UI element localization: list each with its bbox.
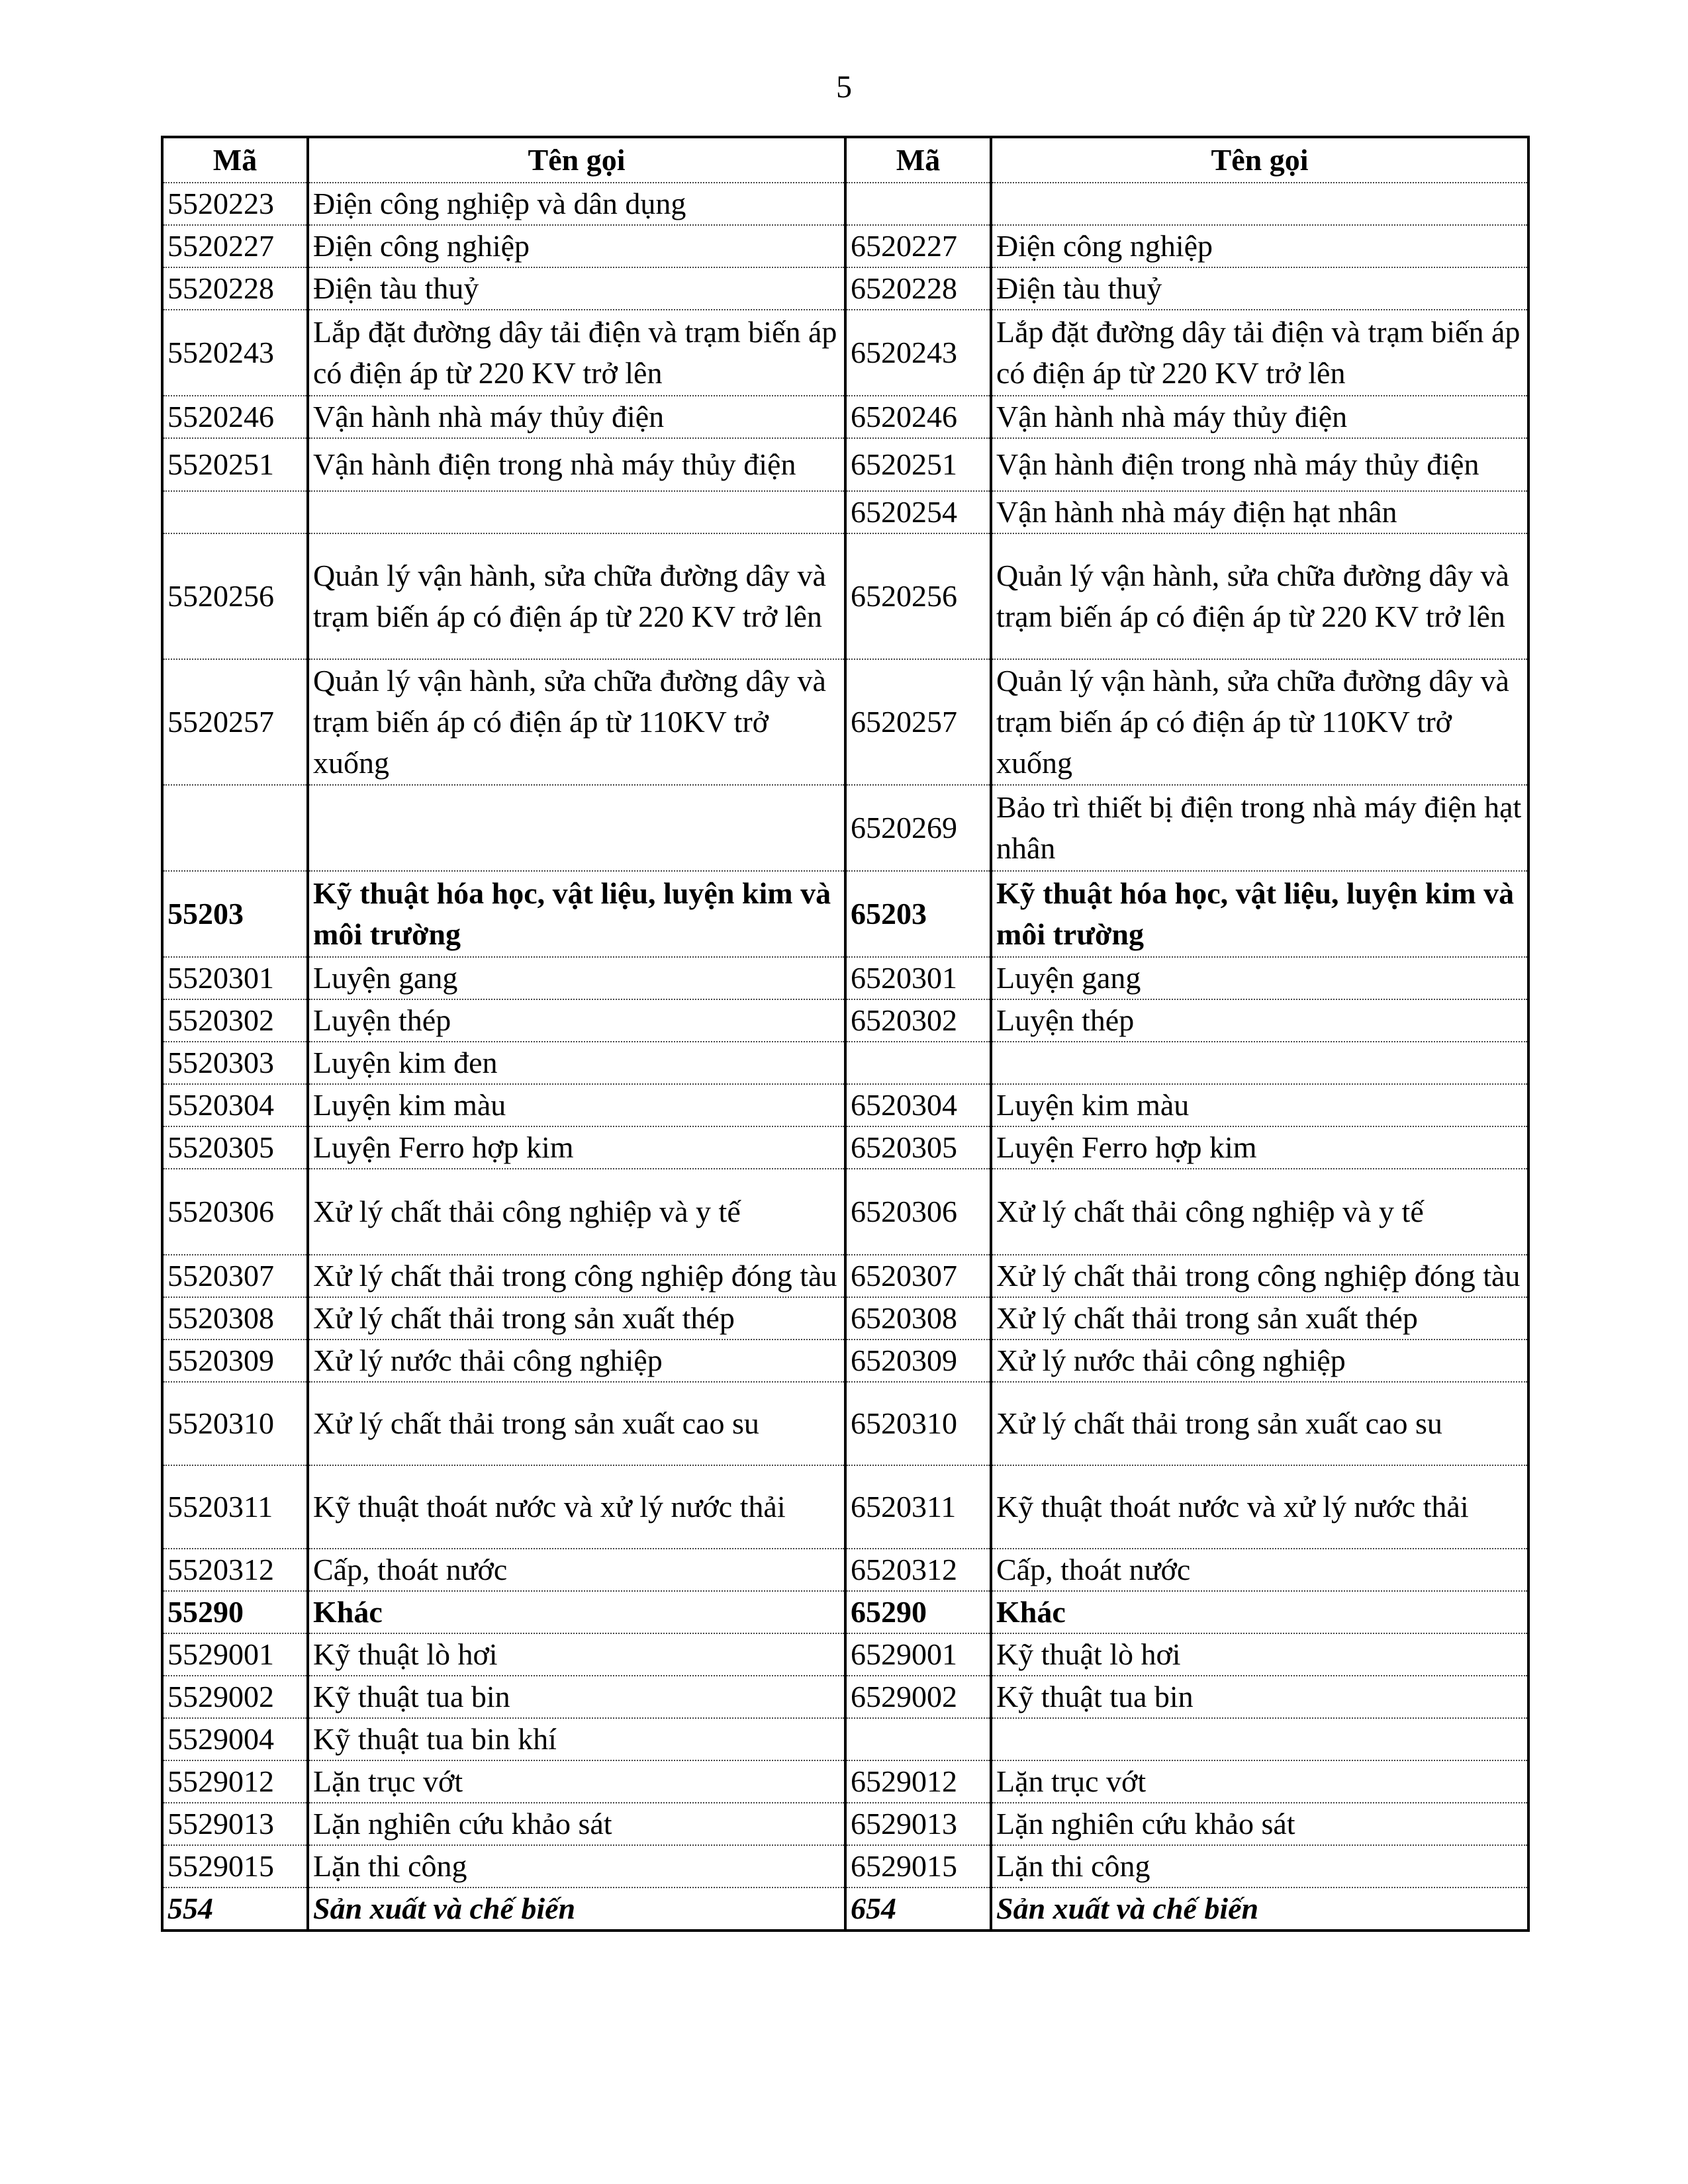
cell-code-right: 6520307 [845, 1255, 991, 1297]
cell-name-left: Điện công nghiệp [308, 225, 845, 267]
header-code-right: Mã [845, 137, 991, 183]
cell-name-left: Cấp, thoát nước [308, 1549, 845, 1591]
table-row [162, 1465, 1528, 1549]
cell-name-right: Bảo trì thiết bị điện trong nhà máy điện hạt nhân [991, 785, 1528, 871]
cell-code-right: 6529001 [845, 1633, 991, 1676]
table-row [162, 871, 1528, 957]
occupation-code-table [161, 136, 1530, 1932]
cell-name-right: Vận hành nhà máy thủy điện [991, 396, 1528, 438]
cell-name-right: Quản lý vận hành, sửa chữa đường dây và trạm biến áp có điện áp từ 110KV trở xuống [991, 659, 1528, 785]
cell-code-left: 5520228 [162, 267, 308, 310]
cell-code-left: 5520305 [162, 1126, 308, 1169]
table-row [162, 183, 1528, 225]
cell-name-right: Khác [991, 1591, 1528, 1633]
cell-name-right: Lặn thi công [991, 1845, 1528, 1888]
table-row [162, 533, 1528, 659]
cell-code-left: 5520246 [162, 396, 308, 438]
cell-name-left: Khác [308, 1591, 845, 1633]
cell-code-left: 5520227 [162, 225, 308, 267]
cell-code-left: 5520304 [162, 1084, 308, 1126]
cell-name-left: Xử lý chất thải công nghiệp và y tế [308, 1169, 845, 1255]
cell-name-left: Kỹ thuật hóa học, vật liệu, luyện kim và môi trường [308, 871, 845, 957]
cell-name-right: Lắp đặt đường dây tải điện và trạm biến áp có điện áp từ 220 KV trở lên [991, 310, 1528, 396]
table-row [162, 1803, 1528, 1845]
cell-name-left: Xử lý nước thải công nghiệp [308, 1340, 845, 1382]
cell-name-right: Xử lý chất thải trong sản xuất thép [991, 1297, 1528, 1340]
cell-code-left: 5529002 [162, 1676, 308, 1718]
table-row [162, 1676, 1528, 1718]
cell-code-right: 6529015 [845, 1845, 991, 1888]
table-row [162, 1042, 1528, 1084]
cell-code-left: 5529013 [162, 1803, 308, 1845]
table-row [162, 1255, 1528, 1297]
cell-code-left: 5529015 [162, 1845, 308, 1888]
table-row [162, 225, 1528, 267]
cell-code-right: 6520309 [845, 1340, 991, 1382]
table-body [162, 183, 1528, 1931]
table-row [162, 491, 1528, 533]
cell-name-right: Luyện thép [991, 999, 1528, 1042]
header-name-left: Tên gọi [308, 137, 845, 183]
cell-name-right: Xử lý nước thải công nghiệp [991, 1340, 1528, 1382]
cell-name-right: Kỹ thuật thoát nước và xử lý nước thải [991, 1465, 1528, 1549]
table-row [162, 1340, 1528, 1382]
cell-code-left [162, 491, 308, 533]
cell-code-right: 6520311 [845, 1465, 991, 1549]
cell-code-left: 5520311 [162, 1465, 308, 1549]
cell-name-right [991, 1042, 1528, 1084]
cell-code-left: 5520312 [162, 1549, 308, 1591]
table-row [162, 1549, 1528, 1591]
cell-code-right: 6529012 [845, 1760, 991, 1803]
cell-name-left: Lắp đặt đường dây tải điện và trạm biến áp có điện áp từ 220 KV trở lên [308, 310, 845, 396]
cell-code-left: 5520303 [162, 1042, 308, 1084]
cell-name-right: Cấp, thoát nước [991, 1549, 1528, 1591]
table-row [162, 310, 1528, 396]
cell-name-right: Luyện Ferro hợp kim [991, 1126, 1528, 1169]
cell-name-left: Luyện thép [308, 999, 845, 1042]
cell-code-right: 6520306 [845, 1169, 991, 1255]
cell-code-right: 6529002 [845, 1676, 991, 1718]
cell-code-left: 5520309 [162, 1340, 308, 1382]
cell-code-right: 6520251 [845, 438, 991, 491]
cell-code-right: 65203 [845, 871, 991, 957]
cell-code-left: 5520223 [162, 183, 308, 225]
table-row [162, 1382, 1528, 1465]
table-row [162, 267, 1528, 310]
cell-code-right: 6520256 [845, 533, 991, 659]
cell-name-left: Luyện kim đen [308, 1042, 845, 1084]
cell-code-right [845, 183, 991, 225]
table-row [162, 396, 1528, 438]
cell-name-right: Vận hành điện trong nhà máy thủy điện [991, 438, 1528, 491]
cell-code-left [162, 785, 308, 871]
table-row [162, 1297, 1528, 1340]
cell-name-left: Sản xuất và chế biến [308, 1888, 845, 1931]
cell-code-left: 5520257 [162, 659, 308, 785]
cell-code-right: 6520310 [845, 1382, 991, 1465]
cell-name-right: Luyện gang [991, 957, 1528, 999]
cell-name-left: Vận hành nhà máy thủy điện [308, 396, 845, 438]
cell-code-left: 5520307 [162, 1255, 308, 1297]
cell-code-left: 55203 [162, 871, 308, 957]
cell-code-right: 6520227 [845, 225, 991, 267]
cell-name-right [991, 1718, 1528, 1760]
header-code-left: Mã [162, 137, 308, 183]
cell-code-right [845, 1718, 991, 1760]
table-row [162, 1084, 1528, 1126]
table-row [162, 1888, 1528, 1931]
cell-name-right [991, 183, 1528, 225]
cell-name-right: Sản xuất và chế biến [991, 1888, 1528, 1931]
cell-code-left: 5520302 [162, 999, 308, 1042]
cell-name-left: Lặn trục vớt [308, 1760, 845, 1803]
cell-code-left: 5520243 [162, 310, 308, 396]
cell-name-right: Điện công nghiệp [991, 225, 1528, 267]
cell-code-right: 6520254 [845, 491, 991, 533]
cell-name-right: Xử lý chất thải trong công nghiệp đóng tàu [991, 1255, 1528, 1297]
cell-code-right: 6520246 [845, 396, 991, 438]
cell-name-left: Xử lý chất thải trong sản xuất cao su [308, 1382, 845, 1465]
cell-name-left: Lặn thi công [308, 1845, 845, 1888]
cell-name-right: Lặn trục vớt [991, 1760, 1528, 1803]
table-row [162, 438, 1528, 491]
cell-name-left: Kỹ thuật thoát nước và xử lý nước thải [308, 1465, 845, 1549]
cell-code-left: 5520301 [162, 957, 308, 999]
cell-code-right: 65290 [845, 1591, 991, 1633]
cell-code-right [845, 1042, 991, 1084]
cell-name-left: Điện tàu thuỷ [308, 267, 845, 310]
cell-code-left: 5520251 [162, 438, 308, 491]
cell-code-right: 6520257 [845, 659, 991, 785]
table-row [162, 1169, 1528, 1255]
table-header-row [162, 137, 1528, 183]
cell-name-right: Điện tàu thuỷ [991, 267, 1528, 310]
cell-code-right: 6520312 [845, 1549, 991, 1591]
table-row [162, 1126, 1528, 1169]
cell-code-right: 6520269 [845, 785, 991, 871]
cell-name-right: Kỹ thuật hóa học, vật liệu, luyện kim và môi trường [991, 871, 1528, 957]
cell-code-left: 55290 [162, 1591, 308, 1633]
cell-name-left: Xử lý chất thải trong công nghiệp đóng tàu [308, 1255, 845, 1297]
cell-code-left: 5520308 [162, 1297, 308, 1340]
table-row [162, 957, 1528, 999]
cell-name-right: Vận hành nhà máy điện hạt nhân [991, 491, 1528, 533]
cell-code-right: 6520243 [845, 310, 991, 396]
cell-name-left: Điện công nghiệp và dân dụng [308, 183, 845, 225]
cell-name-left: Kỹ thuật tua bin [308, 1676, 845, 1718]
cell-code-right: 6529013 [845, 1803, 991, 1845]
cell-code-right: 6520228 [845, 267, 991, 310]
table-row [162, 785, 1528, 871]
cell-name-right: Xử lý chất thải trong sản xuất cao su [991, 1382, 1528, 1465]
cell-name-left: Kỹ thuật lò hơi [308, 1633, 845, 1676]
cell-name-right: Lặn nghiên cứu khảo sát [991, 1803, 1528, 1845]
cell-code-right: 6520308 [845, 1297, 991, 1340]
header-name-right: Tên gọi [991, 137, 1528, 183]
cell-name-right: Kỹ thuật tua bin [991, 1676, 1528, 1718]
table-row [162, 659, 1528, 785]
cell-name-left: Xử lý chất thải trong sản xuất thép [308, 1297, 845, 1340]
cell-name-left: Luyện gang [308, 957, 845, 999]
cell-code-left: 5520256 [162, 533, 308, 659]
cell-name-left: Luyện kim màu [308, 1084, 845, 1126]
table-row [162, 1760, 1528, 1803]
cell-code-left: 5529012 [162, 1760, 308, 1803]
cell-name-right: Xử lý chất thải công nghiệp và y tế [991, 1169, 1528, 1255]
cell-code-left: 5529004 [162, 1718, 308, 1760]
cell-code-left: 5520310 [162, 1382, 308, 1465]
table-row [162, 1633, 1528, 1676]
cell-code-right: 6520305 [845, 1126, 991, 1169]
table-row [162, 1718, 1528, 1760]
cell-name-right: Kỹ thuật lò hơi [991, 1633, 1528, 1676]
cell-name-left: Quản lý vận hành, sửa chữa đường dây và trạm biến áp có điện áp từ 220 KV trở lên [308, 533, 845, 659]
cell-code-right: 6520301 [845, 957, 991, 999]
table-row [162, 1591, 1528, 1633]
cell-name-left: Quản lý vận hành, sửa chữa đường dây và trạm biến áp có điện áp từ 110KV trở xuống [308, 659, 845, 785]
cell-name-left: Lặn nghiên cứu khảo sát [308, 1803, 845, 1845]
cell-name-left: Luyện Ferro hợp kim [308, 1126, 845, 1169]
cell-code-left: 5529001 [162, 1633, 308, 1676]
cell-code-right: 654 [845, 1888, 991, 1931]
table-row [162, 999, 1528, 1042]
cell-name-left [308, 785, 845, 871]
table-row [162, 1845, 1528, 1888]
cell-name-left [308, 491, 845, 533]
cell-code-left: 554 [162, 1888, 308, 1931]
cell-name-left: Kỹ thuật tua bin khí [308, 1718, 845, 1760]
cell-name-right: Quản lý vận hành, sửa chữa đường dây và trạm biến áp có điện áp từ 220 KV trở lên [991, 533, 1528, 659]
cell-name-right: Luyện kim màu [991, 1084, 1528, 1126]
cell-name-left: Vận hành điện trong nhà máy thủy điện [308, 438, 845, 491]
cell-code-left: 5520306 [162, 1169, 308, 1255]
cell-code-right: 6520304 [845, 1084, 991, 1126]
page-number: 5 [836, 69, 852, 105]
cell-code-right: 6520302 [845, 999, 991, 1042]
